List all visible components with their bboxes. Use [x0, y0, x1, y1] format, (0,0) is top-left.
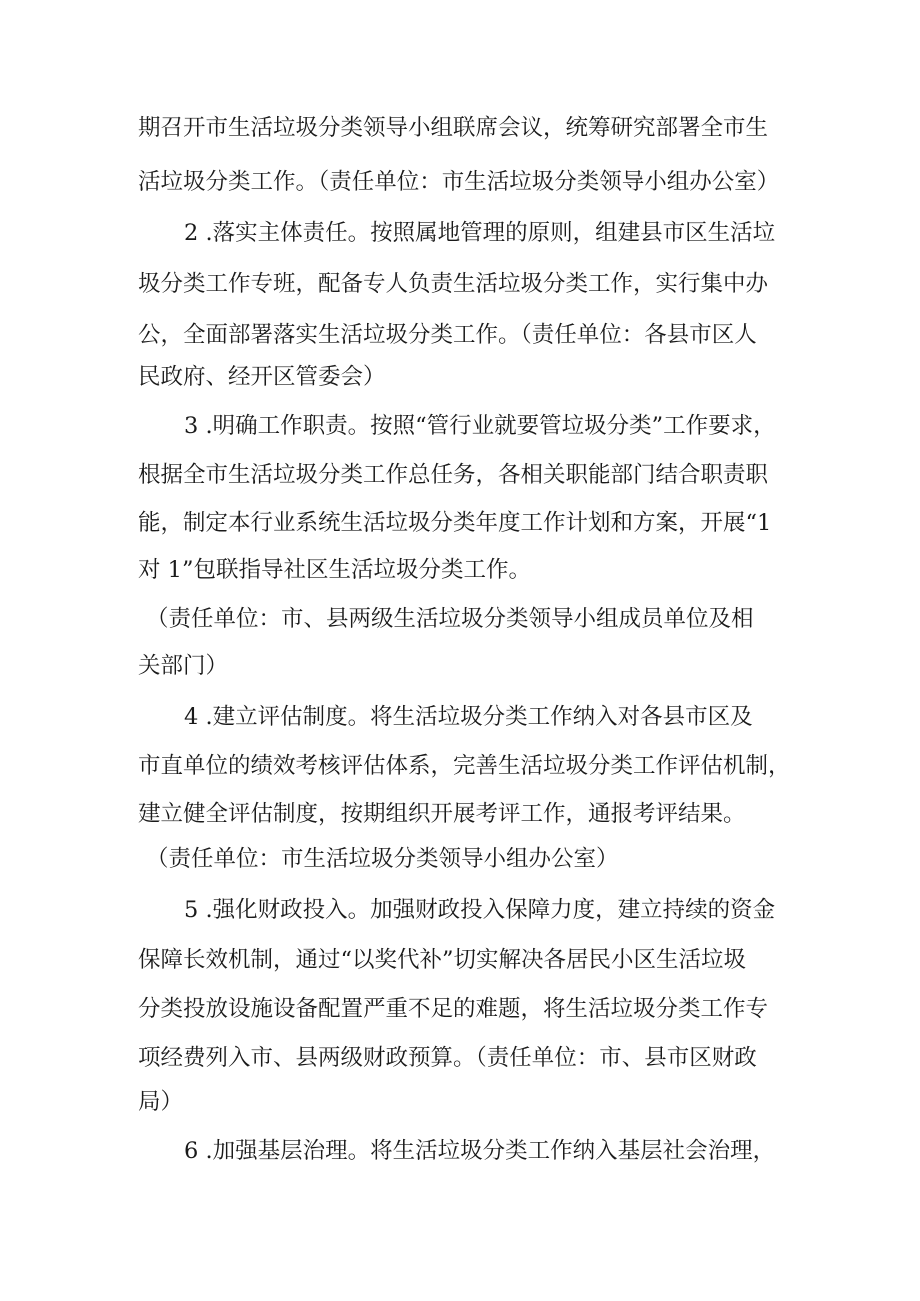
text-line: 项经费列入市、县两级财政预算。（责任单位：市、县市区财政	[138, 1045, 757, 1071]
text-line: 期召开市生活垃圾分类领导小组联席会议，统筹研究部署全市生	[138, 115, 769, 141]
text-line: 3 .明确工作职责。按照“管行业就要管垃圾分类”工作要求，	[184, 413, 776, 439]
text-line: 关部门）	[138, 653, 229, 679]
text-line: （责任单位：市、县两级生活垃圾分类领导小组成员单位及相	[146, 606, 754, 632]
text-line: 局）	[138, 1089, 184, 1115]
text-line: 活垃圾分类工作。（责任单位：市生活垃圾分类领导小组办公室）	[138, 169, 780, 195]
text-line: 保障长效机制，通过“以奖代补”切实解决各居民小区生活垃圾	[138, 947, 747, 973]
text-line: 圾分类工作专班，配备专人负责生活垃圾分类工作，实行集中办	[138, 271, 769, 297]
text-line: （责任单位：市生活垃圾分类领导小组办公室）	[146, 846, 619, 872]
text-line: 5 .强化财政投入。加强财政投入保障力度，建立持续的资金	[184, 897, 776, 923]
text-line: 公，全面部署落实生活垃圾分类工作。（责任单位：各县市区人	[138, 322, 757, 348]
text-line: 对 1”包联指导社区生活垃圾分类工作。	[138, 557, 531, 583]
text-line: 6 .加强基层治理。将生活垃圾分类工作纳入基层社会治理，	[184, 1138, 776, 1164]
text-line: 市直单位的绩效考核评估体系，完善生活垃圾分类工作评估机制，	[138, 753, 791, 779]
text-line: 能，制定本行业系统生活垃圾分类年度工作计划和方案，开展“1	[138, 510, 772, 536]
text-line: 4 .建立评估制度。将生活垃圾分类工作纳入对各县市区及	[184, 704, 753, 730]
text-line: 建立健全评估制度，按期组织开展考评工作，通报考评结果。	[138, 801, 746, 827]
text-line: 2 .落实主体责任。按照属地管理的原则，组建县市区生活垃	[184, 220, 776, 246]
text-line: 根据全市生活垃圾分类工作总任务，各相关职能部门结合职责职	[138, 462, 769, 488]
text-line: 分类投放设施设备配置严重不足的难题，将生活垃圾分类工作专	[138, 996, 769, 1022]
text-line: 民政府、经开区管委会）	[138, 364, 386, 390]
